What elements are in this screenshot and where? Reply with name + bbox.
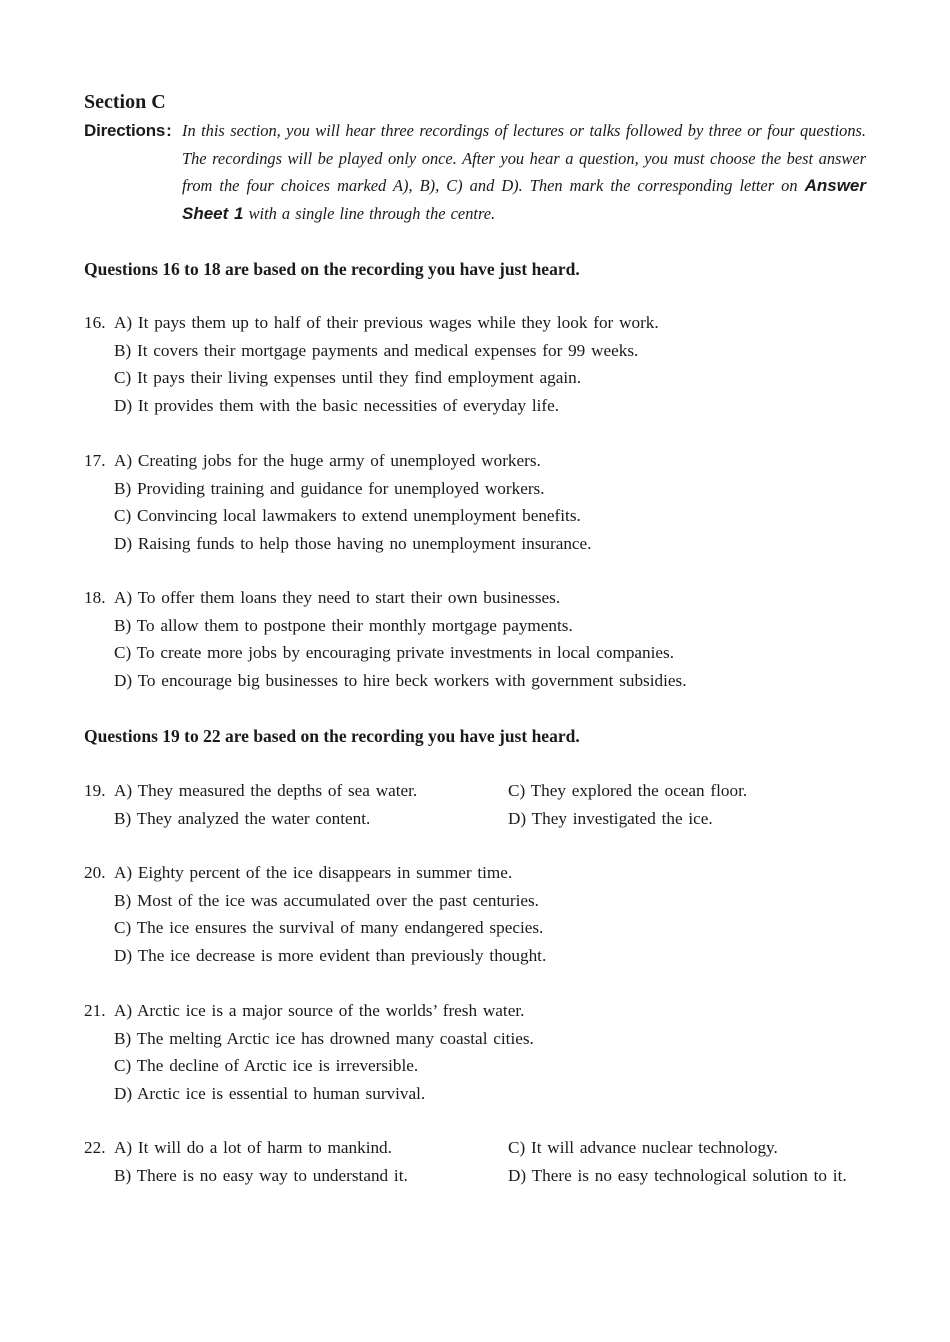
directions-text xyxy=(182,117,866,227)
option-line xyxy=(84,612,884,640)
option-line xyxy=(84,309,884,337)
option-b: B) Most of the ice was accumulated over the past centuries. xyxy=(114,890,539,910)
answer-sheet-emphasis: Answer Sheet 1 xyxy=(182,176,866,223)
option-b: B) There is no easy way to understand it. xyxy=(114,1165,408,1185)
option-a: A) Creating jobs for the huge army of unemployed workers. xyxy=(114,451,541,470)
option-d: D) There is no easy technological solution to it. xyxy=(508,1165,847,1185)
option-line xyxy=(84,364,884,392)
option-b: B) Providing training and guidance for unemployed workers. xyxy=(114,478,545,498)
question-number: 19. xyxy=(84,781,106,800)
option-c: C) It pays their living expenses until they find employment again. xyxy=(114,368,582,387)
option-line xyxy=(84,584,884,612)
question-number: 17. xyxy=(84,451,106,470)
directions-text-before: In this section, you will hear three recordings of lectures or talks followed by three or four questions. The recordings will be played only once. After you hear a question, you must choose the best answer from the four choices marked A), B), C) and D). Then mark the corresponding letter on xyxy=(182,121,866,195)
directions-label xyxy=(84,117,172,145)
question-22 xyxy=(84,1134,884,1189)
option-d: D) To encourage big businesses to hire beck workers with government subsidies. xyxy=(114,670,687,690)
option-line xyxy=(84,392,884,420)
option-line xyxy=(84,1080,884,1108)
option-d: D) They investigated the ice. xyxy=(508,808,713,828)
question-18 xyxy=(84,584,884,694)
option-line xyxy=(84,914,884,942)
question-number: 18. xyxy=(84,588,106,607)
option-b: B) The melting Arctic ice has drowned many coastal cities. xyxy=(114,1028,534,1048)
option-line xyxy=(84,887,884,915)
group-heading-16-18: Questions 16 to 18 are based on the recording you have just heard. xyxy=(84,259,580,279)
question-17 xyxy=(84,447,884,557)
group-heading-19-22: Questions 19 to 22 are based on the recording you have just heard. xyxy=(84,726,580,746)
option-a: A) Arctic ice is a major source of the worlds’ fresh water. xyxy=(114,1001,525,1020)
directions-colon: : xyxy=(166,121,172,140)
option-c: C) It will advance nuclear technology. xyxy=(508,1138,778,1157)
option-a: A) It will do a lot of harm to mankind. xyxy=(114,1138,392,1157)
option-line xyxy=(84,805,884,833)
option-d: D) It provides them with the basic necessities of everyday life. xyxy=(114,395,560,415)
option-a: A) To offer them loans they need to start their own businesses. xyxy=(114,588,561,607)
question-21 xyxy=(84,997,884,1107)
option-c: C) The ice ensures the survival of many endangered species. xyxy=(114,918,544,937)
option-line xyxy=(84,1052,884,1080)
option-line xyxy=(84,777,884,805)
section-title: Section C xyxy=(84,91,166,113)
option-d: D) Arctic ice is essential to human survival. xyxy=(114,1083,426,1103)
option-c: C) They explored the ocean floor. xyxy=(508,781,748,800)
question-20 xyxy=(84,859,884,969)
question-number: 21. xyxy=(84,1001,106,1020)
option-line xyxy=(84,859,884,887)
option-b: B) To allow them to postpone their monthly mortgage payments. xyxy=(114,615,573,635)
option-b: B) They analyzed the water content. xyxy=(114,808,371,828)
question-16 xyxy=(84,309,884,419)
option-line xyxy=(84,1025,884,1053)
directions-label-text: Directions xyxy=(84,121,166,140)
question-number: 20. xyxy=(84,863,106,882)
option-line xyxy=(84,639,884,667)
option-line xyxy=(84,997,884,1025)
option-line xyxy=(84,530,884,558)
option-a: A) It pays them up to half of their previous wages while they look for work. xyxy=(114,313,659,332)
option-line xyxy=(84,667,884,695)
question-number: 16. xyxy=(84,313,106,332)
option-d: D) Raising funds to help those having no unemployment insurance. xyxy=(114,533,592,553)
option-line xyxy=(84,337,884,365)
question-number: 22. xyxy=(84,1138,106,1157)
option-line xyxy=(84,1134,884,1162)
directions-text-after: with a single line through the centre. xyxy=(243,203,496,223)
option-b: B) It covers their mortgage payments and medical expenses for 99 weeks. xyxy=(114,340,639,360)
question-19 xyxy=(84,777,884,832)
option-line xyxy=(84,475,884,503)
option-a: A) They measured the depths of sea water. xyxy=(114,781,418,800)
option-c: C) The decline of Arctic ice is irreversible. xyxy=(114,1056,419,1075)
option-line xyxy=(84,1162,884,1190)
option-line xyxy=(84,447,884,475)
option-c: C) Convincing local lawmakers to extend unemployment benefits. xyxy=(114,506,581,525)
option-c: C) To create more jobs by encouraging private investments in local companies. xyxy=(114,643,675,662)
option-line xyxy=(84,502,884,530)
option-d: D) The ice decrease is more evident than previously thought. xyxy=(114,945,547,965)
option-a: A) Eighty percent of the ice disappears in summer time. xyxy=(114,863,513,882)
option-line xyxy=(84,942,884,970)
